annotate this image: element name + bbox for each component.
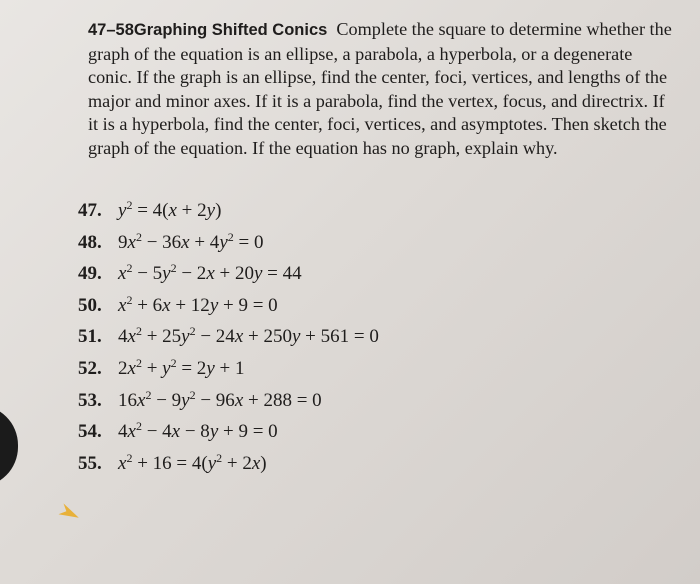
page-edge-mark — [0, 405, 18, 487]
highlight-arrow-icon — [58, 503, 81, 522]
exercise-equation: $y^2 = 4(x + 2y)$ — [118, 198, 222, 221]
exercise-item — [78, 229, 379, 264]
section-range: 47–58 — [88, 21, 134, 39]
exercise-equation: $16x^2 - 9y^2 - 96x + 288 = 0$ — [118, 387, 322, 411]
exercise-number: 54. — [78, 421, 102, 443]
section-instructions: Complete the square to determine whether the graph of the equation is an ellipse, a parabola, a hyperbola, or a degenerate conic. If the graph is an ellipse, find the center, foci, vertices, and lengths of the major and minor axes. If it is a parabola, find the vertex, focus, and directrix. If it is a hyperbola, find the center, foci, vertices, and asymptotes. Then sketch the graph of the equation. If the equation has no graph, explain why. — [88, 19, 672, 158]
exercise-number: 49. — [78, 263, 102, 285]
exercise-number: 48. — [78, 231, 102, 253]
instructions-paragraph — [88, 18, 673, 161]
exercise-number: 52. — [78, 357, 102, 379]
exercise-number: 47. — [78, 200, 102, 221]
exercise-item — [78, 292, 379, 327]
exercise-item — [78, 421, 379, 453]
exercise-equation: $4x^2 - 4x - 8y + 9 = 0$ — [118, 419, 278, 443]
exercise-equation: $9x^2 - 36x + 4y^2 = 0$ — [118, 229, 264, 253]
exercise-equation: $2x^2 + y^2 = 2y + 1$ — [118, 355, 245, 379]
exercise-equation: $x^2 + 16 = 4(y^2 + 2x)$ — [118, 450, 267, 474]
exercise-item — [78, 326, 379, 358]
exercise-item — [78, 263, 379, 295]
exercise-number: 50. — [78, 294, 102, 316]
exercise-equation: $x^2 - 5y^2 - 2x + 20y = 44$ — [118, 261, 302, 285]
exercise-equation: $x^2 + 6x + 12y + 9 = 0$ — [118, 292, 278, 316]
exercise-item — [78, 200, 379, 232]
exercise-item — [78, 450, 379, 485]
exercise-number: 53. — [78, 389, 102, 411]
exercise-item — [78, 355, 379, 390]
exercise-equation: $4x^2 + 25y^2 - 24x + 250y + 561 = 0$ — [118, 324, 379, 348]
exercise-list — [78, 200, 379, 484]
section-title: Graphing Shifted Conics — [133, 21, 328, 39]
exercise-item — [78, 387, 379, 422]
exercise-number: 51. — [78, 326, 102, 348]
exercise-number: 55. — [78, 452, 102, 474]
